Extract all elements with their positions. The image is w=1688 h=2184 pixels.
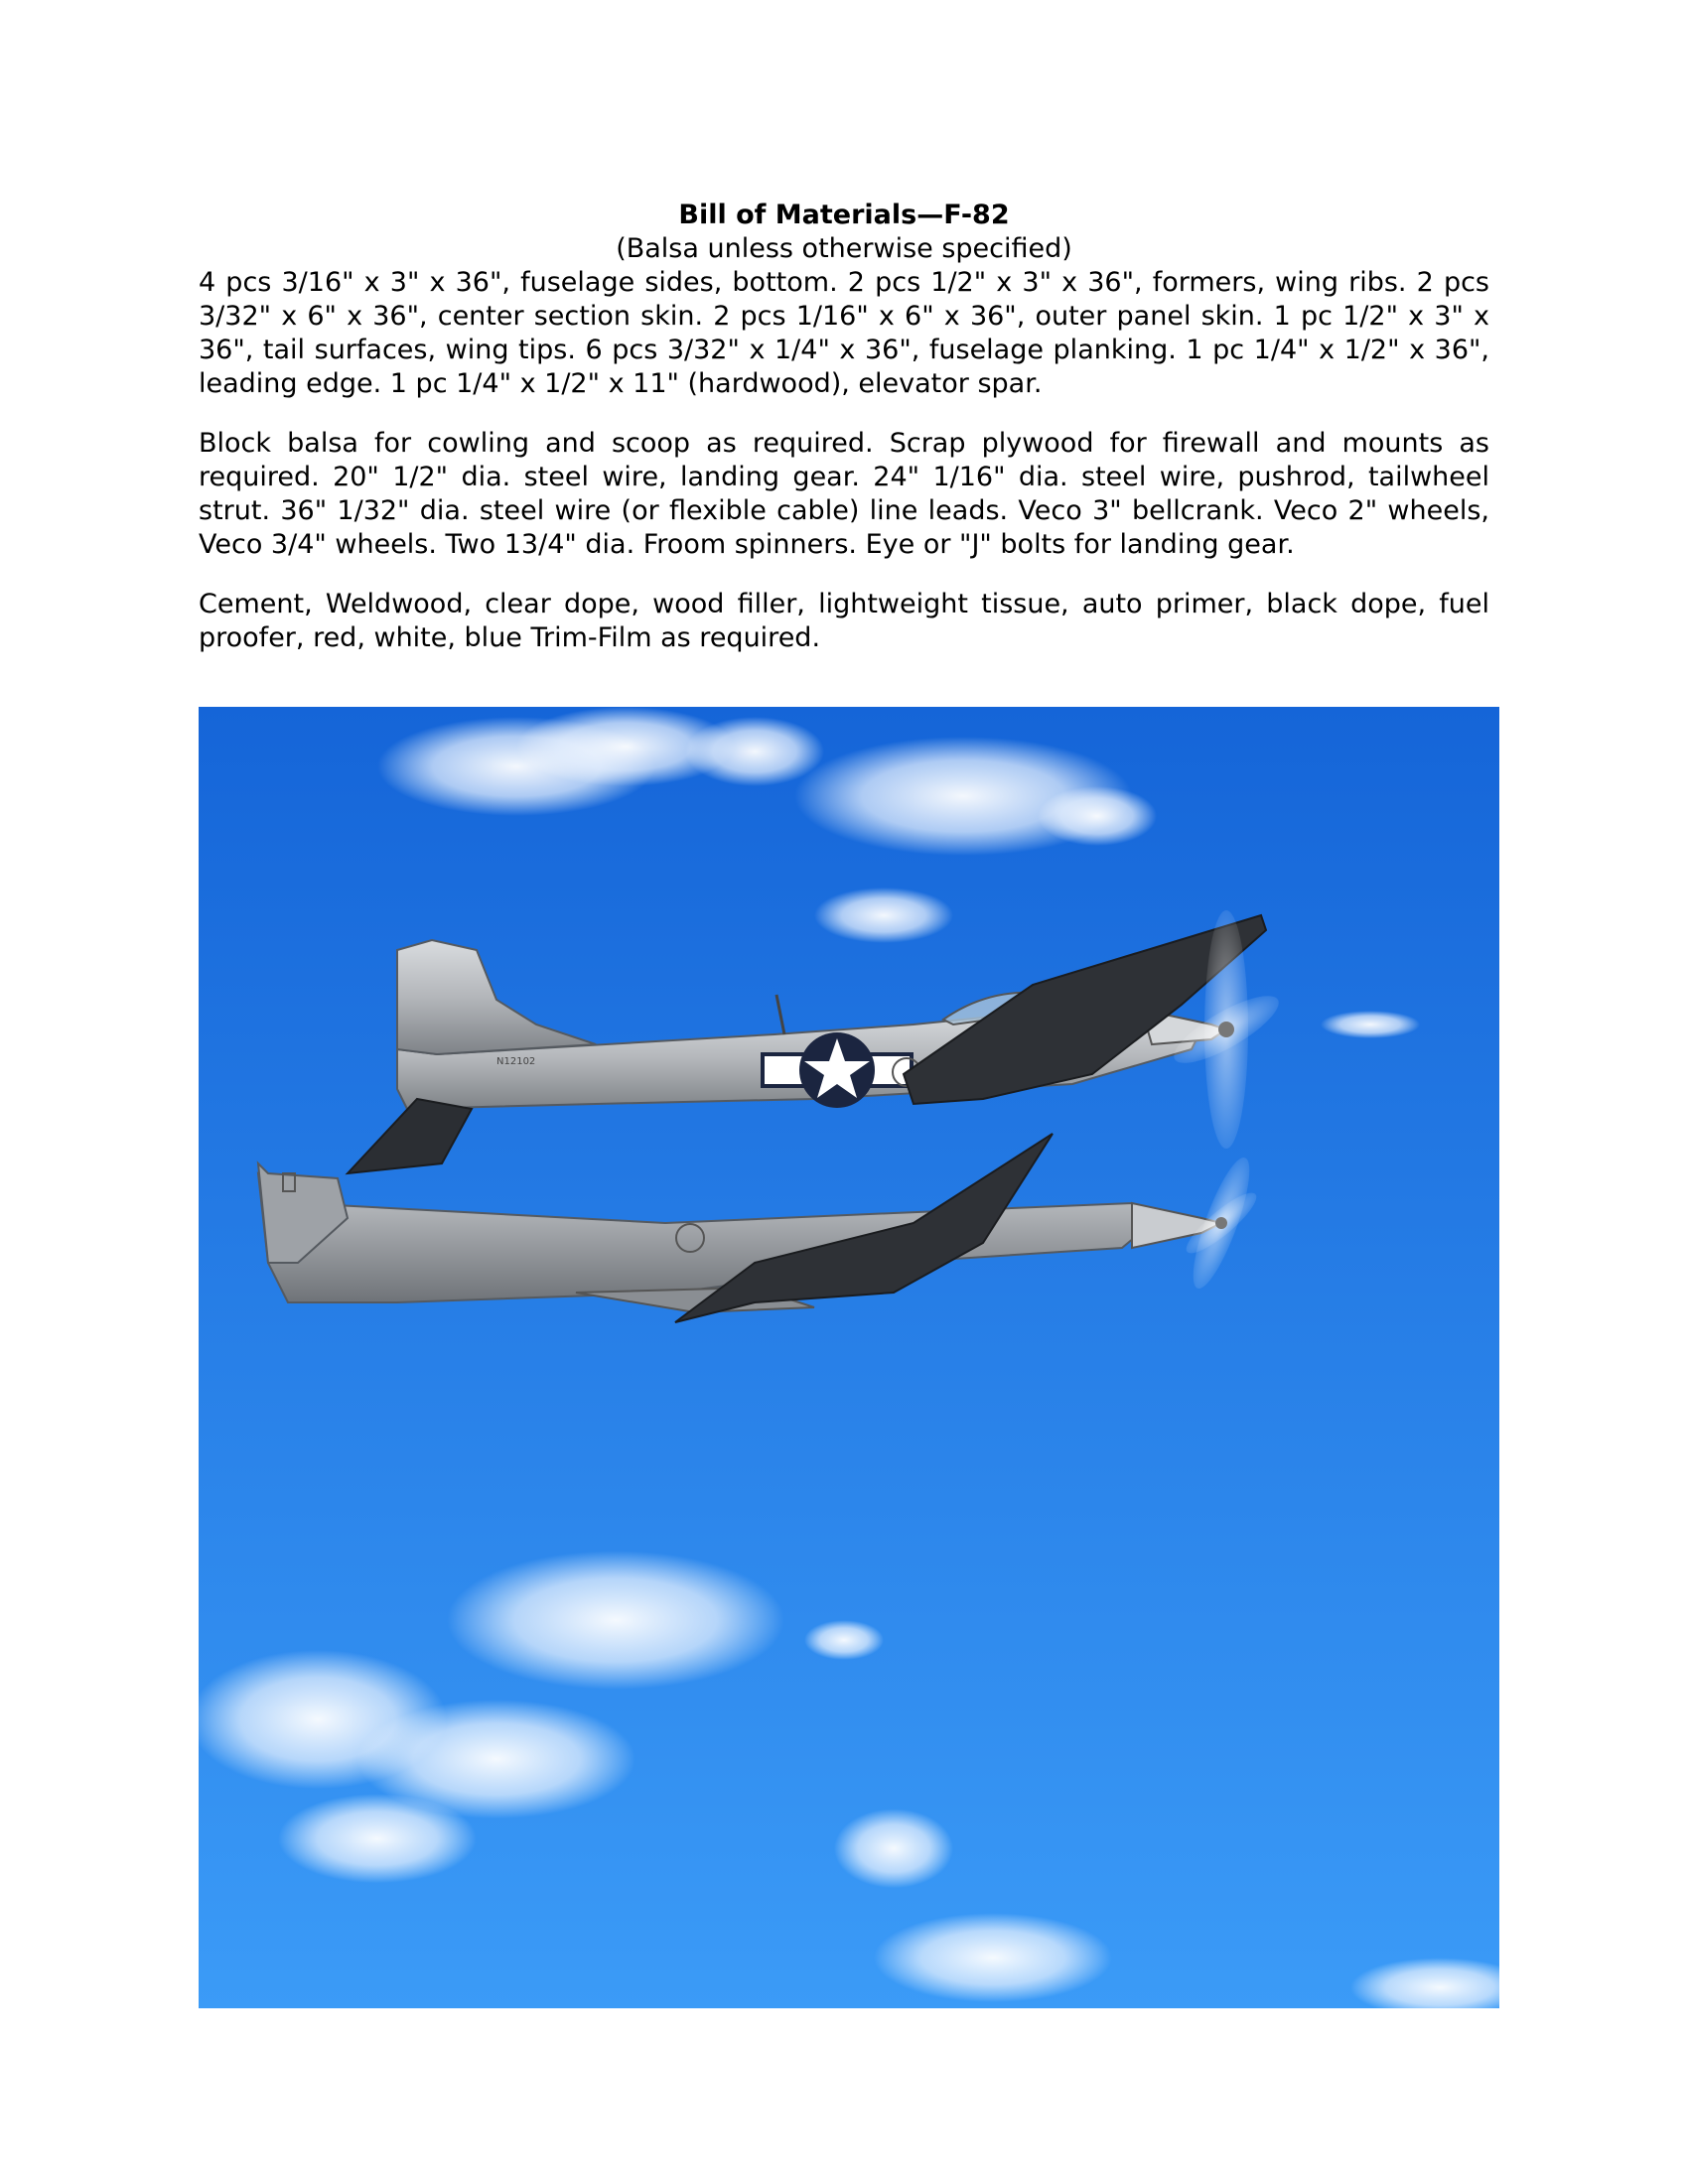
materials-paragraph-hardware: Block balsa for cowling and scoop as required. Scrap plywood for firewall and mounts as required. 20" 1/2" dia. steel wire, landing gear. 24" 1/16" dia. steel wire, pushrod, tailwheel strut. 36" 1/32" dia. steel wire (or flexible cable) line leads. Veco 3" bellcrank. Veco 2" wheels, Veco 3/4" wheels. Two 13/4" dia. Froom spinners. Eye or "J" bolts for landing gear. [199,428,1489,560]
aircraft-photo [199,707,1499,2008]
materials-paragraph-finishing: Cement, Weldwood, clear dope, wood filler, lightweight tissue, auto primer, black dope, fuel proofer, red, white, blue Trim-Film as required. [199,589,1489,653]
page-subtitle: (Balsa unless otherwise specified) [616,233,1072,264]
tail-marking-text: N12102 [496,1056,536,1067]
page-title: Bill of Materials—F-82 [678,200,1010,230]
materials-paragraph-wood: 4 pcs 3/16" x 3" x 36", fuselage sides, bottom. 2 pcs 1/2" x 3" x 36", formers, wing ribs. 2 pcs 3/32" x 6" x 36", center section skin. 2 pcs 1/16" x 6" x 36", outer panel skin. 1 pc 1/2" x 3" x 36", tail surfaces, wing tips. 6 pcs 3/32" x 1/4" x 36", fuselage planking. 1 pc 1/4" x 1/2" x 36", leading edge. 1 pc 1/4" x 1/2" x 11" (hardwood), elevator spar. [199,267,1489,399]
